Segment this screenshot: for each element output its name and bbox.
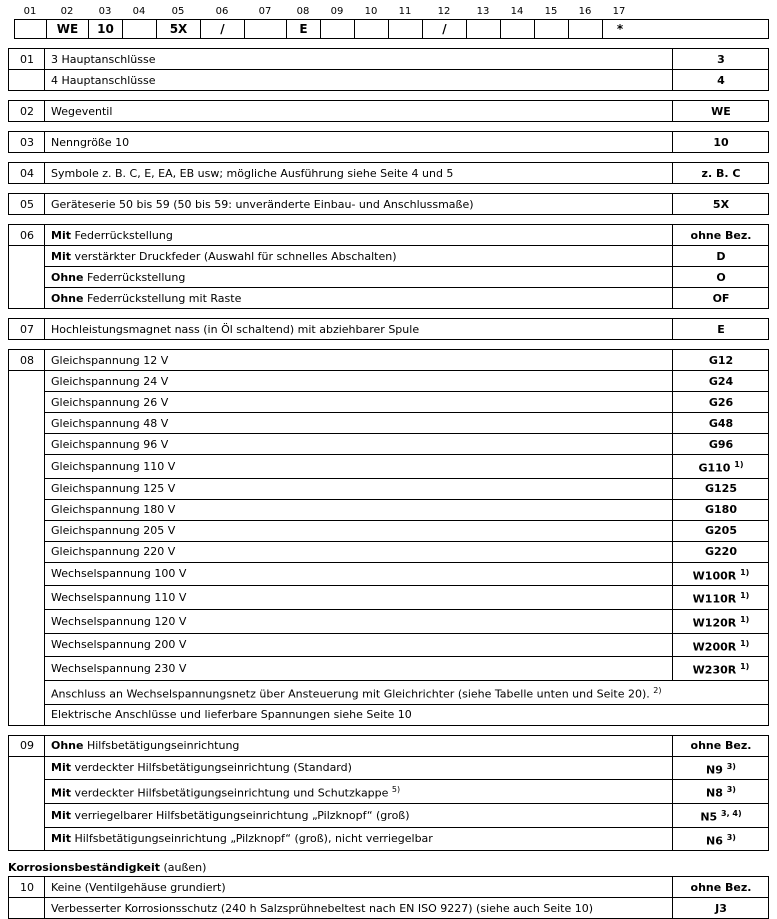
option-code: G220 <box>673 541 769 562</box>
code-cell[interactable] <box>321 20 355 38</box>
code-position-header <box>14 6 769 17</box>
table-row <box>9 350 769 371</box>
option-number <box>9 455 45 479</box>
table-row <box>9 898 769 919</box>
option-description: 3 Hauptanschlüsse <box>45 49 673 70</box>
option-table <box>8 318 769 340</box>
code-position-label: 10 <box>364 6 378 17</box>
option-code: N9 $^{3)}$ <box>673 756 769 780</box>
option-description: Wechselspannung 120 V <box>45 609 673 633</box>
table-row <box>9 478 769 499</box>
option-description: Gleichspannung 220 V <box>45 541 673 562</box>
option-description: Gleichspannung 24 V <box>45 371 673 392</box>
code-position-label: 02 <box>60 6 74 17</box>
option-table <box>8 193 769 215</box>
option-number: 04 <box>9 163 45 184</box>
option-code: J3 <box>673 898 769 919</box>
option-description: Mit Federrückstellung <box>45 225 673 246</box>
code-position-label: 08 <box>296 6 310 17</box>
option-description: Symbole z. B. C, E, EA, EB usw; mögliche Ausführung siehe Seite 4 und 5 <box>45 163 673 184</box>
code-position-label: 17 <box>612 6 626 17</box>
option-code: G12 <box>673 350 769 371</box>
option-code: 5X <box>673 194 769 215</box>
table-row <box>9 392 769 413</box>
option-number: 06 <box>9 225 45 246</box>
option-table <box>8 48 769 91</box>
option-code: N5 $^{3, 4)}$ <box>673 803 769 827</box>
option-description: Gleichspannung 26 V <box>45 392 673 413</box>
code-boxes-row <box>14 19 769 39</box>
code-cell[interactable]: * <box>616 22 624 36</box>
table-row <box>9 246 769 267</box>
option-description: Gleichspannung 12 V <box>45 350 673 371</box>
option-number: 08 <box>9 350 45 371</box>
option-code: W230R $^{1)}$ <box>673 657 769 681</box>
option-number <box>9 680 45 704</box>
code-position-label: 01 <box>23 6 37 17</box>
option-description: Ohne Federrückstellung mit Raste <box>45 288 673 309</box>
option-number <box>9 246 45 267</box>
option-description: Gleichspannung 110 V <box>45 455 673 479</box>
option-description: Mit Hilfsbetätigungseinrichtung „Pilzknopf“ (groß), nicht verriegelbar <box>45 827 673 851</box>
corrosion-title-rest: (außen) <box>159 861 207 875</box>
option-description: Keine (Ventilgehäuse grundiert) <box>45 877 673 898</box>
code-position-label: 06 <box>215 6 229 17</box>
table-row <box>9 101 769 122</box>
option-number <box>9 541 45 562</box>
code-position-label: 14 <box>510 6 524 17</box>
code-cell[interactable]: 10 <box>89 20 123 38</box>
option-description: Wechselspannung 100 V <box>45 562 673 586</box>
option-number <box>9 586 45 610</box>
option-code: W120R $^{1)}$ <box>673 609 769 633</box>
option-code: G48 <box>673 413 769 434</box>
code-position-label: 15 <box>544 6 558 17</box>
code-position-label: 05 <box>171 6 185 17</box>
table-row <box>9 704 769 725</box>
option-code: 3 <box>673 49 769 70</box>
option-number <box>9 898 45 919</box>
code-cell[interactable] <box>389 20 423 38</box>
option-table <box>8 100 769 122</box>
code-cell[interactable] <box>535 20 569 38</box>
table-row <box>9 132 769 153</box>
corrosion-table <box>8 876 769 919</box>
corrosion-title <box>8 861 769 874</box>
corrosion-title-bold: Korrosionsbeständigkeit <box>8 861 160 875</box>
table-row <box>9 434 769 455</box>
code-position-label: 13 <box>476 6 490 17</box>
option-number: 07 <box>9 319 45 340</box>
option-description: Wechselspannung 230 V <box>45 657 673 681</box>
code-position-label: 03 <box>98 6 112 17</box>
table-row <box>9 633 769 657</box>
option-code: ohne Bez. <box>673 877 769 898</box>
option-tables <box>8 48 769 851</box>
table-row <box>9 827 769 851</box>
option-table <box>8 876 769 919</box>
option-number: 09 <box>9 735 45 756</box>
option-code: OF <box>673 288 769 309</box>
option-description: Gleichspannung 48 V <box>45 413 673 434</box>
option-code: W100R $^{1)}$ <box>673 562 769 586</box>
code-cell[interactable] <box>355 20 389 38</box>
option-number <box>9 657 45 681</box>
table-row <box>9 455 769 479</box>
option-code: W200R $^{1)}$ <box>673 633 769 657</box>
option-number <box>9 780 45 804</box>
table-row <box>9 680 769 704</box>
code-cell[interactable]: / <box>201 20 245 38</box>
option-description: Verbesserter Korrosionsschutz (240 h Salzsprühnebeltest nach EN ISO 9227) (siehe auch Seite 10) <box>45 898 673 919</box>
option-description: Nenngröße 10 <box>45 132 673 153</box>
option-number <box>9 756 45 780</box>
option-number <box>9 70 45 91</box>
option-description: Anschluss an Wechselspannungsnetz über Ansteuerung mit Gleichrichter (siehe Tabelle unten und Seite 20). $^{2)}$ <box>45 680 769 704</box>
option-table <box>8 131 769 153</box>
option-table <box>8 162 769 184</box>
table-row <box>9 735 769 756</box>
option-code: ohne Bez. <box>673 735 769 756</box>
option-description: Ohne Hilfsbetätigungseinrichtung <box>45 735 673 756</box>
option-description: Hochleistungsmagnet nass (in Öl schaltend) mit abziehbarer Spule <box>45 319 673 340</box>
option-number: 02 <box>9 101 45 122</box>
option-code: 10 <box>673 132 769 153</box>
option-description: Gleichspannung 205 V <box>45 520 673 541</box>
code-cell[interactable] <box>501 20 535 38</box>
option-number <box>9 288 45 309</box>
option-code: G24 <box>673 371 769 392</box>
table-row <box>9 520 769 541</box>
option-description: Gleichspannung 125 V <box>45 478 673 499</box>
code-position-label: 12 <box>437 6 451 17</box>
table-row <box>9 288 769 309</box>
option-number <box>9 704 45 725</box>
table-row <box>9 163 769 184</box>
option-code: O <box>673 267 769 288</box>
option-code: W110R $^{1)}$ <box>673 586 769 610</box>
code-cell[interactable]: 5X <box>157 20 201 38</box>
option-code: G96 <box>673 434 769 455</box>
option-number <box>9 267 45 288</box>
code-position-label: 11 <box>398 6 412 17</box>
option-number <box>9 413 45 434</box>
option-description: Ohne Federrückstellung <box>45 267 673 288</box>
table-row <box>9 49 769 70</box>
option-number <box>9 562 45 586</box>
option-description: Geräteserie 50 bis 59 (50 bis 59: unveränderte Einbau- und Anschlussmaße) <box>45 194 673 215</box>
table-row <box>9 413 769 434</box>
option-description: Elektrische Anschlüsse und lieferbare Spannungen siehe Seite 10 <box>45 704 769 725</box>
option-code: G125 <box>673 478 769 499</box>
option-description: Mit verdeckter Hilfsbetätigungseinrichtung und Schutzkappe $^{5)}$ <box>45 780 673 804</box>
option-number <box>9 371 45 392</box>
table-row <box>9 225 769 246</box>
option-number: 01 <box>9 49 45 70</box>
option-code: G26 <box>673 392 769 413</box>
option-number <box>9 609 45 633</box>
table-row <box>9 609 769 633</box>
option-code: z. B. C <box>673 163 769 184</box>
table-row <box>9 657 769 681</box>
code-cell[interactable]: E <box>287 20 321 38</box>
option-code: G180 <box>673 499 769 520</box>
table-row <box>9 541 769 562</box>
option-description: Mit verdeckter Hilfsbetätigungseinrichtung (Standard) <box>45 756 673 780</box>
code-cell[interactable] <box>245 20 287 38</box>
code-cell[interactable] <box>123 20 157 38</box>
option-description: Gleichspannung 96 V <box>45 434 673 455</box>
table-row <box>9 562 769 586</box>
option-description: Mit verstärkter Druckfeder (Auswahl für schnelles Abschalten) <box>45 246 673 267</box>
option-code: G110 $^{1)}$ <box>673 455 769 479</box>
table-row <box>9 756 769 780</box>
code-cell[interactable] <box>569 20 603 38</box>
option-number: 10 <box>9 877 45 898</box>
option-code: 4 <box>673 70 769 91</box>
option-code: N8 $^{3)}$ <box>673 780 769 804</box>
table-row <box>9 371 769 392</box>
option-number <box>9 392 45 413</box>
code-position-label: 16 <box>578 6 592 17</box>
option-table <box>8 224 769 309</box>
option-description: Wechselspannung 110 V <box>45 586 673 610</box>
code-position-label: 07 <box>258 6 272 17</box>
option-number: 03 <box>9 132 45 153</box>
table-row <box>9 194 769 215</box>
code-cell[interactable] <box>467 20 501 38</box>
table-row <box>9 877 769 898</box>
option-table <box>8 349 769 726</box>
option-description: 4 Hauptanschlüsse <box>45 70 673 91</box>
table-row <box>9 586 769 610</box>
option-number <box>9 633 45 657</box>
option-code: N6 $^{3)}$ <box>673 827 769 851</box>
option-description: Wegeventil <box>45 101 673 122</box>
code-position-label: 04 <box>132 6 146 17</box>
option-number: 05 <box>9 194 45 215</box>
table-row <box>9 70 769 91</box>
table-row <box>9 319 769 340</box>
table-row <box>9 267 769 288</box>
option-description: Gleichspannung 180 V <box>45 499 673 520</box>
table-row <box>9 803 769 827</box>
option-code: D <box>673 246 769 267</box>
code-cell[interactable]: / <box>423 20 467 38</box>
code-cell[interactable]: WE <box>47 20 89 38</box>
option-table <box>8 735 769 852</box>
option-code: ohne Bez. <box>673 225 769 246</box>
option-code: WE <box>673 101 769 122</box>
option-number <box>9 478 45 499</box>
option-number <box>9 434 45 455</box>
option-code: E <box>673 319 769 340</box>
option-description: Wechselspannung 200 V <box>45 633 673 657</box>
option-number <box>9 520 45 541</box>
table-row <box>9 499 769 520</box>
option-number <box>9 827 45 851</box>
option-number <box>9 803 45 827</box>
option-description: Mit verriegelbarer Hilfsbetätigungseinrichtung „Pilzknopf“ (groß) <box>45 803 673 827</box>
option-code: G205 <box>673 520 769 541</box>
code-cell[interactable] <box>15 20 47 38</box>
code-position-label: 09 <box>330 6 344 17</box>
table-row <box>9 780 769 804</box>
option-number <box>9 499 45 520</box>
